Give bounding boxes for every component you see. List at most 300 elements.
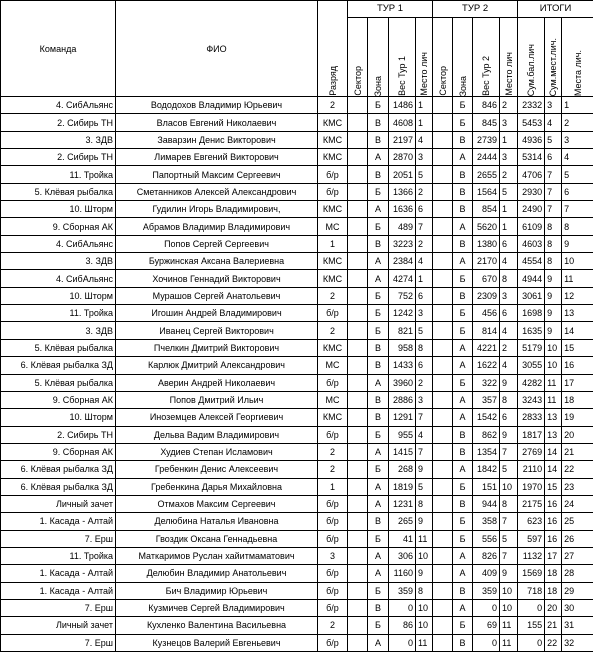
table-row — [1, 322, 593, 339]
sum-points-cell: 2490 — [518, 201, 545, 218]
place-total-cell: 6 — [562, 183, 593, 200]
sum-places-cell: 11 — [545, 374, 562, 391]
place2-cell: 8 — [500, 495, 518, 512]
rank-cell: б/р — [318, 426, 348, 443]
header-zone-1: Зона — [368, 18, 389, 97]
place-total-cell: 17 — [562, 374, 593, 391]
place2-cell: 8 — [500, 391, 518, 408]
place-total-cell: 4 — [562, 149, 593, 166]
sum-places-cell: 11 — [545, 391, 562, 408]
weight2-cell: 2170 — [473, 253, 500, 270]
sector2-cell — [433, 409, 453, 426]
zone2-cell: А — [453, 409, 473, 426]
zone1-cell: Б — [368, 426, 389, 443]
weight1-cell: 489 — [389, 218, 416, 235]
header-place-2: Место лич — [500, 18, 518, 97]
place1-cell: 7 — [416, 218, 433, 235]
zone1-cell: Б — [368, 218, 389, 235]
sector2-cell — [433, 114, 453, 131]
weight1-cell: 1242 — [389, 305, 416, 322]
zone2-cell: А — [453, 149, 473, 166]
sum-places-cell: 7 — [545, 183, 562, 200]
table-row — [1, 513, 593, 530]
weight2-cell: 357 — [473, 391, 500, 408]
weight1-cell: 955 — [389, 426, 416, 443]
place1-cell: 6 — [416, 287, 433, 304]
rank-cell: КМС — [318, 270, 348, 287]
table-row — [1, 426, 593, 443]
place1-cell: 7 — [416, 443, 433, 460]
zone1-cell: Б — [368, 617, 389, 634]
weight1-cell: 3960 — [389, 374, 416, 391]
team-cell: 3. ЗДВ — [1, 322, 116, 339]
weight2-cell: 1380 — [473, 235, 500, 252]
place2-cell: 8 — [500, 270, 518, 287]
place-total-cell: 14 — [562, 322, 593, 339]
weight2-cell: 5620 — [473, 218, 500, 235]
zone1-cell: А — [368, 149, 389, 166]
table-row — [1, 443, 593, 460]
zone1-cell: Б — [368, 461, 389, 478]
sector1-cell — [348, 339, 368, 356]
zone1-cell: А — [368, 270, 389, 287]
weight2-cell: 322 — [473, 374, 500, 391]
rank-cell: 3 — [318, 547, 348, 564]
zone1-cell: Б — [368, 97, 389, 114]
rank-cell: КМС — [318, 201, 348, 218]
place2-cell: 2 — [500, 339, 518, 356]
weight1-cell: 1415 — [389, 443, 416, 460]
place2-cell: 10 — [500, 478, 518, 495]
weight1-cell: 0 — [389, 599, 416, 616]
place2-cell: 6 — [500, 409, 518, 426]
sector2-cell — [433, 391, 453, 408]
sector2-cell — [433, 149, 453, 166]
place-total-cell: 22 — [562, 461, 593, 478]
sector2-cell — [433, 287, 453, 304]
sum-points-cell: 1698 — [518, 305, 545, 322]
team-cell: 11. Тройка — [1, 166, 116, 183]
zone2-cell: А — [453, 565, 473, 582]
zone1-cell: А — [368, 495, 389, 512]
place2-cell: 4 — [500, 322, 518, 339]
sum-points-cell: 3055 — [518, 357, 545, 374]
weight1-cell: 41 — [389, 530, 416, 547]
zone2-cell: А — [453, 391, 473, 408]
zone1-cell: В — [368, 599, 389, 616]
place-total-cell: 8 — [562, 218, 593, 235]
header-weight-1: Вес Тур 1 — [389, 18, 416, 97]
place2-cell: 9 — [500, 565, 518, 582]
rank-cell: б/р — [318, 582, 348, 599]
team-cell: 2. Сибирь ТН — [1, 114, 116, 131]
place1-cell: 5 — [416, 166, 433, 183]
sector2-cell — [433, 617, 453, 634]
team-cell: 4. СибАльянс — [1, 97, 116, 114]
weight2-cell: 1542 — [473, 409, 500, 426]
sector1-cell — [348, 235, 368, 252]
team-cell: 1. Касада - Алтай — [1, 582, 116, 599]
team-cell: 9. Сборная АК — [1, 218, 116, 235]
place2-cell: 5 — [500, 530, 518, 547]
zone2-cell: Б — [453, 478, 473, 495]
weight2-cell: 814 — [473, 322, 500, 339]
table-row — [1, 530, 593, 547]
weight2-cell: 1842 — [473, 461, 500, 478]
header-team: Команда — [1, 1, 116, 97]
weight2-cell: 359 — [473, 582, 500, 599]
place1-cell: 8 — [416, 582, 433, 599]
table-row — [1, 357, 593, 374]
sum-places-cell: 20 — [545, 599, 562, 616]
sector1-cell — [348, 582, 368, 599]
table-row — [1, 634, 593, 651]
sum-places-cell: 9 — [545, 305, 562, 322]
zone2-cell: В — [453, 287, 473, 304]
weight2-cell: 4221 — [473, 339, 500, 356]
team-cell: 4. СибАльянс — [1, 235, 116, 252]
place1-cell: 8 — [416, 495, 433, 512]
header-sector-2: Сектор — [433, 18, 453, 97]
place2-cell: 1 — [500, 131, 518, 148]
table-row — [1, 565, 593, 582]
rank-cell: 2 — [318, 287, 348, 304]
sum-places-cell: 10 — [545, 357, 562, 374]
rank-cell: б/р — [318, 305, 348, 322]
sum-places-cell: 8 — [545, 218, 562, 235]
sum-places-cell: 7 — [545, 201, 562, 218]
team-cell: 6. Клёвая рыбалка ЗД — [1, 357, 116, 374]
place2-cell: 5 — [500, 461, 518, 478]
sum-points-cell: 597 — [518, 530, 545, 547]
zone1-cell: В — [368, 357, 389, 374]
weight2-cell: 862 — [473, 426, 500, 443]
weight2-cell: 1564 — [473, 183, 500, 200]
weight2-cell: 854 — [473, 201, 500, 218]
sector2-cell — [433, 426, 453, 443]
name-cell: Кузнецов Валерий Евгеньевич — [116, 634, 318, 651]
place2-cell: 4 — [500, 253, 518, 270]
sum-places-cell: 4 — [545, 114, 562, 131]
place-total-cell: 10 — [562, 253, 593, 270]
name-cell: Кухленко Валентина Васильевна — [116, 617, 318, 634]
rank-cell: 2 — [318, 322, 348, 339]
table-row — [1, 131, 593, 148]
zone2-cell: В — [453, 131, 473, 148]
place1-cell: 9 — [416, 461, 433, 478]
header-name: ФИО — [116, 1, 318, 97]
place1-cell: 2 — [416, 374, 433, 391]
weight1-cell: 306 — [389, 547, 416, 564]
rank-cell: б/р — [318, 374, 348, 391]
weight2-cell: 0 — [473, 599, 500, 616]
sum-points-cell: 1635 — [518, 322, 545, 339]
weight1-cell: 752 — [389, 287, 416, 304]
header-sector-1: Сектор — [348, 18, 368, 97]
rank-cell: КМС — [318, 339, 348, 356]
sum-points-cell: 2332 — [518, 97, 545, 114]
place1-cell: 9 — [416, 565, 433, 582]
zone2-cell: А — [453, 253, 473, 270]
sum-places-cell: 17 — [545, 547, 562, 564]
weight1-cell: 268 — [389, 461, 416, 478]
weight1-cell: 958 — [389, 339, 416, 356]
table-row — [1, 149, 593, 166]
place-total-cell: 18 — [562, 391, 593, 408]
place-total-cell: 28 — [562, 565, 593, 582]
sum-points-cell: 4936 — [518, 131, 545, 148]
place1-cell: 9 — [416, 513, 433, 530]
place1-cell: 10 — [416, 547, 433, 564]
sector2-cell — [433, 322, 453, 339]
zone2-cell: Б — [453, 270, 473, 287]
team-cell: 5. Клёвая рыбалка — [1, 339, 116, 356]
place-total-cell: 13 — [562, 305, 593, 322]
weight1-cell: 821 — [389, 322, 416, 339]
sector2-cell — [433, 253, 453, 270]
weight1-cell: 0 — [389, 634, 416, 651]
zone2-cell: Б — [453, 374, 473, 391]
weight2-cell: 845 — [473, 114, 500, 131]
place-total-cell: 20 — [562, 426, 593, 443]
place2-cell: 4 — [500, 357, 518, 374]
place2-cell: 3 — [500, 149, 518, 166]
place-total-cell: 9 — [562, 235, 593, 252]
place1-cell: 4 — [416, 426, 433, 443]
place1-cell: 8 — [416, 339, 433, 356]
sum-places-cell: 8 — [545, 235, 562, 252]
zone2-cell: А — [453, 357, 473, 374]
zone2-cell: А — [453, 599, 473, 616]
table-row — [1, 582, 593, 599]
zone2-cell: В — [453, 166, 473, 183]
zone2-cell: Б — [453, 305, 473, 322]
zone2-cell: Б — [453, 513, 473, 530]
name-cell: Делюбина Наталья Ивановна — [116, 513, 318, 530]
name-cell: Мурашов Сергей Анатольевич — [116, 287, 318, 304]
zone1-cell: А — [368, 547, 389, 564]
zone2-cell: В — [453, 201, 473, 218]
sector1-cell — [348, 166, 368, 183]
weight1-cell: 2870 — [389, 149, 416, 166]
sector2-cell — [433, 183, 453, 200]
sum-points-cell: 5314 — [518, 149, 545, 166]
sum-places-cell: 5 — [545, 131, 562, 148]
place1-cell: 6 — [416, 357, 433, 374]
name-cell: Абрамов Владимир Владимирович — [116, 218, 318, 235]
place1-cell: 4 — [416, 131, 433, 148]
table-row — [1, 235, 593, 252]
sum-points-cell: 155 — [518, 617, 545, 634]
sector2-cell — [433, 599, 453, 616]
header-tour1: ТУР 1 — [348, 1, 433, 18]
sum-points-cell: 4706 — [518, 166, 545, 183]
place1-cell: 3 — [416, 149, 433, 166]
place1-cell: 7 — [416, 409, 433, 426]
place-total-cell: 15 — [562, 339, 593, 356]
sector2-cell — [433, 443, 453, 460]
sector1-cell — [348, 565, 368, 582]
sum-points-cell: 1132 — [518, 547, 545, 564]
sector2-cell — [433, 305, 453, 322]
zone1-cell: В — [368, 166, 389, 183]
zone2-cell: А — [453, 547, 473, 564]
sector1-cell — [348, 287, 368, 304]
rank-cell: МС — [318, 218, 348, 235]
place1-cell: 11 — [416, 634, 433, 651]
table-row — [1, 478, 593, 495]
table-row — [1, 339, 593, 356]
weight1-cell: 4608 — [389, 114, 416, 131]
sum-points-cell: 2833 — [518, 409, 545, 426]
rank-cell: б/р — [318, 599, 348, 616]
zone1-cell: В — [368, 513, 389, 530]
weight1-cell: 1231 — [389, 495, 416, 512]
sector1-cell — [348, 617, 368, 634]
name-cell: Гребенкин Денис Алексеевич — [116, 461, 318, 478]
sector1-cell — [348, 478, 368, 495]
place1-cell: 5 — [416, 478, 433, 495]
sector1-cell — [348, 218, 368, 235]
sector2-cell — [433, 495, 453, 512]
sum-points-cell: 2930 — [518, 183, 545, 200]
weight2-cell: 0 — [473, 634, 500, 651]
sector1-cell — [348, 97, 368, 114]
zone1-cell: А — [368, 201, 389, 218]
rank-cell: б/р — [318, 530, 348, 547]
sum-places-cell: 15 — [545, 478, 562, 495]
weight2-cell: 1354 — [473, 443, 500, 460]
rank-cell: б/р — [318, 513, 348, 530]
zone1-cell: В — [368, 235, 389, 252]
weight1-cell: 2051 — [389, 166, 416, 183]
sum-places-cell: 16 — [545, 530, 562, 547]
rank-cell: б/р — [318, 166, 348, 183]
place-total-cell: 12 — [562, 287, 593, 304]
zone1-cell: А — [368, 443, 389, 460]
zone2-cell: В — [453, 426, 473, 443]
team-cell: 11. Тройка — [1, 547, 116, 564]
table-row — [1, 374, 593, 391]
name-cell: Аверин Андрей Николаевич — [116, 374, 318, 391]
team-cell: 10. Шторм — [1, 201, 116, 218]
sum-places-cell: 6 — [545, 149, 562, 166]
place2-cell: 6 — [500, 305, 518, 322]
zone1-cell: А — [368, 478, 389, 495]
sum-points-cell: 718 — [518, 582, 545, 599]
rank-cell: 1 — [318, 478, 348, 495]
zone1-cell: В — [368, 391, 389, 408]
name-cell: Сметанников Алексей Александрович — [116, 183, 318, 200]
sum-places-cell: 13 — [545, 409, 562, 426]
rank-cell: 1 — [318, 235, 348, 252]
sector2-cell — [433, 339, 453, 356]
rank-cell: 2 — [318, 97, 348, 114]
sector2-cell — [433, 634, 453, 651]
place1-cell: 4 — [416, 253, 433, 270]
sum-places-cell: 16 — [545, 495, 562, 512]
weight1-cell: 4274 — [389, 270, 416, 287]
table-row — [1, 305, 593, 322]
weight2-cell: 2444 — [473, 149, 500, 166]
table-row — [1, 166, 593, 183]
sum-places-cell: 22 — [545, 634, 562, 651]
sum-points-cell: 3061 — [518, 287, 545, 304]
sector1-cell — [348, 322, 368, 339]
zone1-cell: Б — [368, 183, 389, 200]
weight1-cell: 1819 — [389, 478, 416, 495]
sector1-cell — [348, 530, 368, 547]
weight2-cell: 456 — [473, 305, 500, 322]
team-cell: 2. Сибирь ТН — [1, 426, 116, 443]
place-total-cell: 27 — [562, 547, 593, 564]
name-cell: Попов Сергей Сергеевич — [116, 235, 318, 252]
place1-cell: 10 — [416, 617, 433, 634]
weight2-cell: 670 — [473, 270, 500, 287]
weight1-cell: 1160 — [389, 565, 416, 582]
place2-cell: 10 — [500, 582, 518, 599]
sector2-cell — [433, 235, 453, 252]
sector1-cell — [348, 409, 368, 426]
place2-cell: 5 — [500, 183, 518, 200]
place-total-cell: 11 — [562, 270, 593, 287]
sum-points-cell: 2175 — [518, 495, 545, 512]
zone1-cell: А — [368, 253, 389, 270]
place-total-cell: 31 — [562, 617, 593, 634]
place-total-cell: 26 — [562, 530, 593, 547]
team-cell: 11. Тройка — [1, 305, 116, 322]
sector1-cell — [348, 426, 368, 443]
place1-cell: 5 — [416, 322, 433, 339]
sector2-cell — [433, 513, 453, 530]
name-cell: Папортный Максим Сергеевич — [116, 166, 318, 183]
sector1-cell — [348, 253, 368, 270]
sector2-cell — [433, 97, 453, 114]
rank-cell: КМС — [318, 409, 348, 426]
sector2-cell — [433, 270, 453, 287]
sector1-cell — [348, 114, 368, 131]
sum-places-cell: 14 — [545, 461, 562, 478]
rank-cell: КМС — [318, 253, 348, 270]
zone2-cell: А — [453, 461, 473, 478]
place-total-cell: 23 — [562, 478, 593, 495]
header-zone-2: Зона — [453, 18, 473, 97]
sector1-cell — [348, 374, 368, 391]
zone2-cell: В — [453, 183, 473, 200]
weight1-cell: 359 — [389, 582, 416, 599]
sector2-cell — [433, 478, 453, 495]
place1-cell: 2 — [416, 183, 433, 200]
zone1-cell: А — [368, 634, 389, 651]
sum-points-cell: 0 — [518, 599, 545, 616]
name-cell: Карлюк Дмитрий Александрович — [116, 357, 318, 374]
sector1-cell — [348, 443, 368, 460]
team-cell: 9. Сборная АК — [1, 443, 116, 460]
sum-points-cell: 4282 — [518, 374, 545, 391]
team-cell: Личный зачет — [1, 495, 116, 512]
zone1-cell: Б — [368, 582, 389, 599]
team-cell: 1. Касада - Алтай — [1, 565, 116, 582]
sector2-cell — [433, 201, 453, 218]
place-total-cell: 19 — [562, 409, 593, 426]
sector2-cell — [433, 131, 453, 148]
rank-cell: 2 — [318, 461, 348, 478]
weight2-cell: 1622 — [473, 357, 500, 374]
weight2-cell: 151 — [473, 478, 500, 495]
weight2-cell: 556 — [473, 530, 500, 547]
weight1-cell: 1636 — [389, 201, 416, 218]
place2-cell: 2 — [500, 166, 518, 183]
